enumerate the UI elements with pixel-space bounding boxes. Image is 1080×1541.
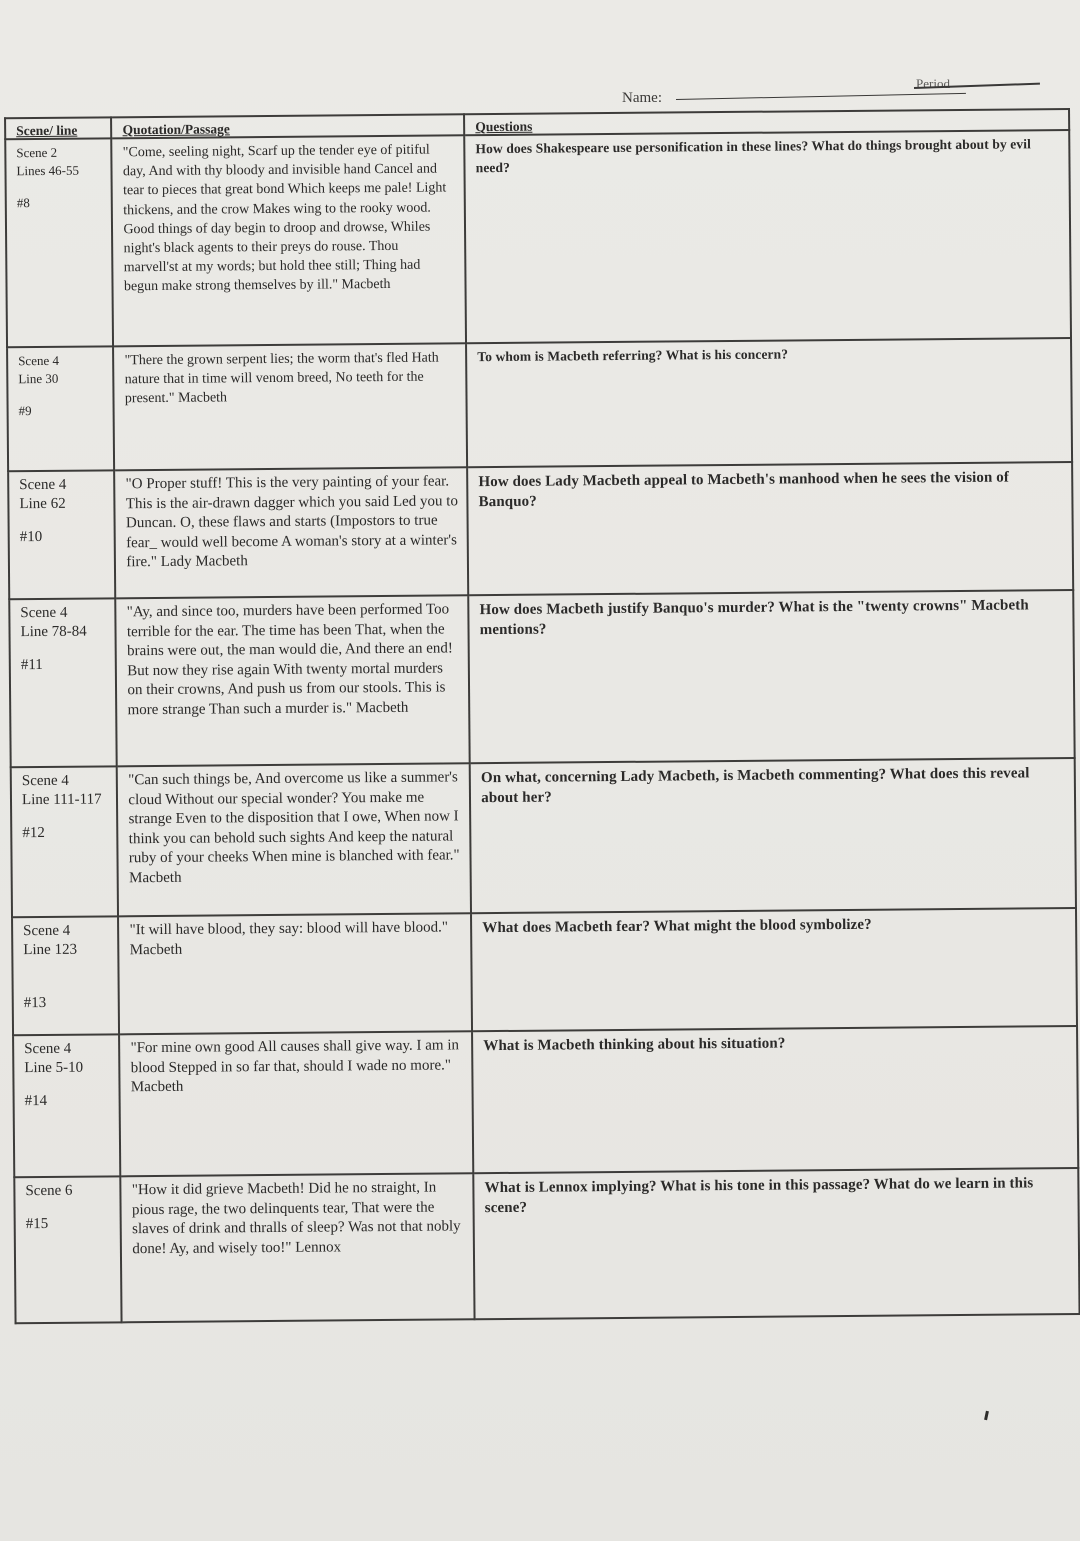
quotation-text: "How it did grieve Macbeth! Did he no straight, In pious rage, the two delinquents tear, That were the slaves of drink and thralls of sleep? Was not that nobly done! Ay, and wisely too!" Lennox — [131, 1179, 461, 1257]
item-number: #10 — [19, 528, 43, 546]
table-row — [5, 130, 1071, 347]
quotation-cell — [112, 135, 467, 346]
line-label: Line 62 — [19, 495, 66, 513]
quotation-text: "Come, seeling night, Scarf up the tender eye of pitiful day, And with thy bloody and invisible hand Cancel and tear to pieces that great bond Which keeps me pale! Light thickens, and the crow Makes wing to the rooky wood. Good things of day begin to droop and drowse, Whiles night's black agents to their preys do rouse. Thou marvell'st at my words; but hold thee still; Thing had begun make strong themselves by ill." Macbeth — [122, 142, 447, 295]
scene-cell — [8, 470, 116, 599]
period-label: Period — [916, 76, 950, 91]
scene-label: Scene 4 — [18, 352, 60, 369]
answer-cell[interactable] — [467, 462, 1073, 595]
table-row — [11, 758, 1076, 917]
answer-cell[interactable] — [464, 130, 1071, 343]
item-number: #9 — [18, 403, 32, 419]
scene-cell — [7, 346, 114, 471]
item-number: #15 — [25, 1215, 49, 1233]
line-label: Line 30 — [18, 370, 59, 387]
question-text: What is Lennox implying? What is his tone in this passage? What do we learn in this scene? — [484, 1175, 1034, 1217]
quotation-text: "It will have blood, they say: blood will have blood." Macbeth — [129, 919, 449, 958]
table-row — [13, 1026, 1078, 1177]
table-row — [12, 908, 1077, 1035]
item-number: #12 — [22, 824, 45, 842]
table-row — [14, 1168, 1079, 1323]
scene-cell — [13, 1034, 121, 1177]
line-label: Lines 46-55 — [16, 162, 80, 179]
question-text: What is Macbeth thinking about his situation? — [483, 1035, 786, 1055]
scene-label: Scene 4 — [20, 604, 68, 622]
scene-cell — [9, 598, 117, 767]
name-label: Name: — [622, 90, 662, 106]
quotation-cell — [117, 763, 471, 916]
pen-mark — [984, 1411, 989, 1420]
question-text: On what, concerning Lady Macbeth, is Macbeth commenting? What does this reveal about her? — [480, 765, 1030, 807]
quotation-cell — [116, 595, 470, 766]
answer-cell[interactable] — [466, 338, 1072, 467]
scene-label: Scene 6 — [25, 1182, 73, 1200]
table-row — [7, 338, 1072, 471]
column-header-quotation: Quotation/Passage — [111, 114, 464, 138]
item-number: #14 — [24, 1092, 48, 1110]
item-number: #13 — [23, 994, 47, 1012]
quotation-cell — [115, 467, 469, 598]
answer-cell[interactable] — [473, 1168, 1079, 1319]
line-label: Line 5-10 — [24, 1059, 84, 1077]
line-label: Line 111-117 — [21, 791, 102, 809]
line-label: Line 78-84 — [20, 623, 87, 641]
quotation-text: "Ay, and since too, murders have been performed Too terrible for the ear. The time has been That, when the brains were out, the man would die, And there an end! But now they rise again With twenty mortal murders on their crowns, And push us from our stools. This is more strange Than such a murder is." Macbeth — [126, 601, 453, 718]
scene-cell — [5, 138, 113, 347]
item-number: #8 — [16, 195, 30, 211]
answer-cell[interactable] — [471, 908, 1077, 1031]
table-row — [9, 590, 1074, 767]
item-number: #11 — [20, 656, 43, 674]
question-text: How does Shakespeare use personification in these lines? What do things brought about by evil need? — [475, 136, 1031, 176]
scene-cell — [11, 766, 119, 917]
quotation-cell — [118, 913, 472, 1034]
scene-cell — [14, 1176, 122, 1323]
quotation-cell — [119, 1031, 473, 1176]
question-text: To whom is Macbeth referring? What is his concern? — [477, 346, 789, 365]
answer-cell[interactable] — [472, 1026, 1078, 1173]
column-header-scene: Scene/ line — [5, 117, 112, 139]
quotation-text: "O Proper stuff! This is the very painting of your fear. This is the air-drawn dagger which you said Led you to Duncan. O, these flaws and starts (Impostors to true fear_ would well become A woman's story at a winter's fire." Lady Macbeth — [125, 473, 458, 571]
answer-cell[interactable] — [470, 758, 1076, 913]
scene-cell — [12, 916, 119, 1035]
quotation-text: "Can such things be, And overcome us like a summer's cloud Without our special wonder? You make me strange Even to the disposition that I owe, When now I think you can behold such sights And keep the natural ruby of your cheeks When mine is blanched with fear." Macbeth — [128, 769, 460, 886]
question-text: How does Lady Macbeth appeal to Macbeth's manhood when he sees the vision of Banquo? — [478, 469, 1010, 511]
quotation-cell — [113, 343, 467, 470]
quotation-cell — [121, 1173, 475, 1322]
scene-label: Scene 4 — [24, 1040, 72, 1058]
question-text: What does Macbeth fear? What might the blood symbolize? — [482, 916, 872, 937]
answer-cell[interactable] — [468, 590, 1074, 763]
scene-label: Scene 4 — [23, 922, 71, 940]
quotation-text: "There the grown serpent lies; the worm that's fled Hath nature that in time will venom breed, No teeth for the present." Macbeth — [124, 350, 439, 407]
name-blank[interactable] — [676, 92, 966, 100]
column-header-questions: Questions — [464, 109, 1069, 135]
scene-label: Scene 4 — [19, 476, 67, 494]
table-row — [8, 462, 1073, 599]
scene-label: Scene 4 — [21, 772, 69, 790]
question-text: How does Macbeth justify Banquo's murder? What is the "twenty crowns" Macbeth mentions? — [479, 597, 1029, 639]
quotation-table — [4, 108, 1080, 1324]
line-label: Line 123 — [23, 941, 78, 959]
scene-label: Scene 2 — [16, 144, 58, 161]
quotation-text: "For mine own good All causes shall give way. I am in blood Stepped in so far that, should I wade no more." Macbeth — [130, 1037, 460, 1096]
